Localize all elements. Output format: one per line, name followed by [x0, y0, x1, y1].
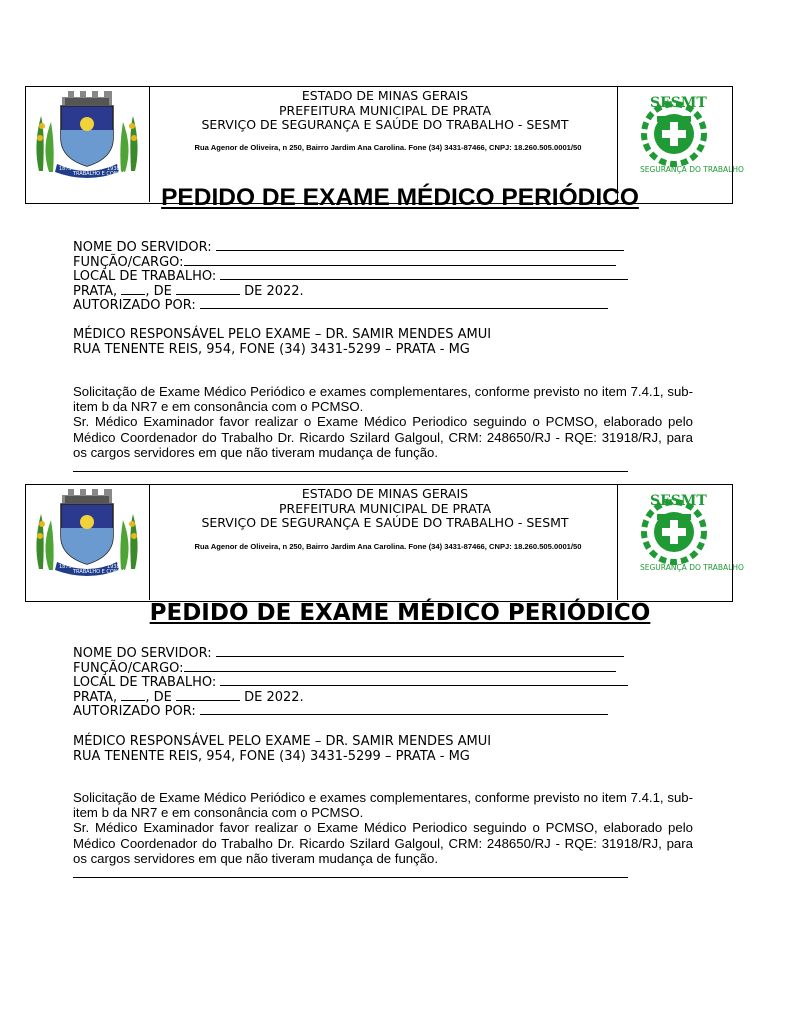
field-label: LOCAL DE TRABALHO: — [73, 675, 221, 691]
page-title: PEDIDO DE EXAME MÉDICO PERIÓDICO — [161, 184, 639, 211]
crest-motto: TRABALHO E CONFIANÇA — [73, 171, 137, 177]
header-state: ESTADO DE MINAS GERAIS — [301, 486, 469, 501]
field-label: , DE — [145, 689, 176, 705]
header-prefecture: PREFEITURA MUNICIPAL DE PRATA — [278, 501, 491, 516]
field-label: PRATA, — [73, 689, 122, 705]
sesmt-logo-text: SESMT — [650, 95, 707, 111]
sesmt-logo — [620, 86, 744, 178]
divider — [149, 484, 150, 600]
doctor-name: MÉDICO RESPONSÁVEL PELO EXAME – DR. SAMIR MENDES AMUI — [73, 327, 492, 342]
field-label: PRATA, — [73, 283, 122, 299]
field-date[interactable] — [73, 283, 628, 298]
doctor-info — [73, 734, 491, 764]
local-blank[interactable] — [220, 674, 628, 686]
header-service: SERVIÇO DE SEGURANÇA E SAÚDE DO TRABALHO - SESMT — [201, 515, 569, 530]
day-blank[interactable] — [121, 283, 145, 295]
field-autorizado[interactable] — [73, 703, 628, 718]
letterhead — [25, 484, 744, 602]
field-label: FUNÇÃO/CARGO: — [73, 660, 184, 676]
page-title: PEDIDO DE EXAME MÉDICO PERIÓDICO — [149, 600, 651, 626]
doctor-address: RUA TENENTE REIS, 954, FONE (34) 3431-5299 – PRATA - MG — [73, 342, 470, 357]
field-label: FUNÇÃO/CARGO: — [73, 254, 184, 270]
field-funcao[interactable] — [73, 660, 628, 675]
sesmt-logo — [620, 484, 744, 576]
sesmt-logo-subtitle: SEGURANÇA DO TRABALHO — [640, 563, 744, 572]
municipal-crest-logo — [27, 484, 147, 576]
field-label: , DE — [145, 283, 176, 299]
header-state: ESTADO DE MINAS GERAIS — [301, 88, 469, 103]
municipal-crest-logo — [27, 86, 147, 178]
doctor-info — [73, 327, 491, 357]
crest-year-right: 1938 — [107, 166, 120, 172]
crest-motto: TRABALHO E CONFIANÇA — [73, 569, 137, 575]
crest-year-left: 1873 — [59, 166, 72, 172]
signature-line[interactable] — [73, 461, 628, 472]
field-local[interactable] — [73, 268, 628, 283]
funcao-blank[interactable] — [184, 254, 616, 266]
field-label: LOCAL DE TRABALHO: — [73, 269, 221, 285]
field-servidor[interactable] — [73, 239, 628, 254]
day-blank[interactable] — [121, 689, 145, 701]
sesmt-logo-text: SESMT — [650, 493, 707, 509]
field-label: DE 2022. — [239, 689, 304, 705]
month-blank[interactable] — [176, 283, 240, 295]
month-blank[interactable] — [176, 689, 240, 701]
field-label: NOME DO SERVIDOR: — [73, 240, 216, 255]
request-paragraph-2: Sr. Médico Examinador favor realizar o Exame Médico Periodico seguindo o PCMSO, elaborado pelo Médico Coordenador do Trabalho Dr. Ricardo Szilard Galgoul, CRM: 248650/RJ - RQE: 31918/RJ, para os cargos servidores em que não tiveram mudança de função. — [73, 820, 693, 866]
field-label: NOME DO SERVIDOR: — [73, 646, 216, 661]
field-local[interactable] — [73, 674, 628, 689]
servidor-blank[interactable] — [216, 239, 624, 251]
header-service: SERVIÇO DE SEGURANÇA E SAÚDE DO TRABALHO - SESMT — [201, 117, 569, 132]
crest-year-left: 1873 — [59, 564, 72, 570]
request-text — [73, 790, 693, 881]
form-fields — [73, 239, 628, 312]
request-text — [73, 384, 693, 475]
field-label: AUTORIZADO POR: — [73, 298, 200, 314]
request-paragraph-1: Solicitação de Exame Médico Periódico e exames complementares, conforme previsto no item 7.4.1, sub-item b da NR7 e em consonância com o PCMSO. — [73, 790, 693, 821]
header-address: Rua Agenor de Oliveira, n 250, Bairro Jardim Ana Carolina. Fone (34) 3431-87466, CNPJ: 18.260.505.0001/50 — [194, 542, 582, 551]
signature-line[interactable] — [73, 867, 628, 878]
doctor-address: RUA TENENTE REIS, 954, FONE (34) 3431-5299 – PRATA - MG — [73, 749, 470, 764]
servidor-blank[interactable] — [216, 645, 624, 657]
autorizado-blank[interactable] — [200, 297, 608, 309]
local-blank[interactable] — [220, 268, 628, 280]
field-label: AUTORIZADO POR: — [73, 704, 200, 720]
autorizado-blank[interactable] — [200, 703, 608, 715]
field-autorizado[interactable] — [73, 297, 628, 312]
header-prefecture: PREFEITURA MUNICIPAL DE PRATA — [278, 103, 491, 118]
field-funcao[interactable] — [73, 254, 628, 269]
crest-year-right: 1938 — [107, 564, 120, 570]
field-date[interactable] — [73, 689, 628, 704]
field-servidor[interactable] — [73, 645, 628, 660]
request-paragraph-2: Sr. Médico Examinador favor realizar o Exame Médico Periodico seguindo o PCMSO, elaborado pelo Médico Coordenador do Trabalho Dr. Ricardo Szilard Galgoul, CRM: 248650/RJ - RQE: 31918/RJ, para os cargos servidores em que não tiveram mudança de função. — [73, 414, 693, 460]
sesmt-logo-subtitle: SEGURANÇA DO TRABALHO — [640, 165, 744, 174]
funcao-blank[interactable] — [184, 660, 616, 672]
header-address: Rua Agenor de Oliveira, n 250, Bairro Jardim Ana Carolina. Fone (34) 3431-87466, CNPJ: 18.260.505.0001/50 — [194, 143, 582, 152]
field-label: DE 2022. — [239, 283, 304, 299]
doctor-name: MÉDICO RESPONSÁVEL PELO EXAME – DR. SAMIR MENDES AMUI — [73, 734, 492, 749]
request-paragraph-1: Solicitação de Exame Médico Periódico e exames complementares, conforme previsto no item 7.4.1, sub-item b da NR7 e em consonância com o PCMSO. — [73, 384, 693, 415]
form-fields — [73, 645, 628, 718]
